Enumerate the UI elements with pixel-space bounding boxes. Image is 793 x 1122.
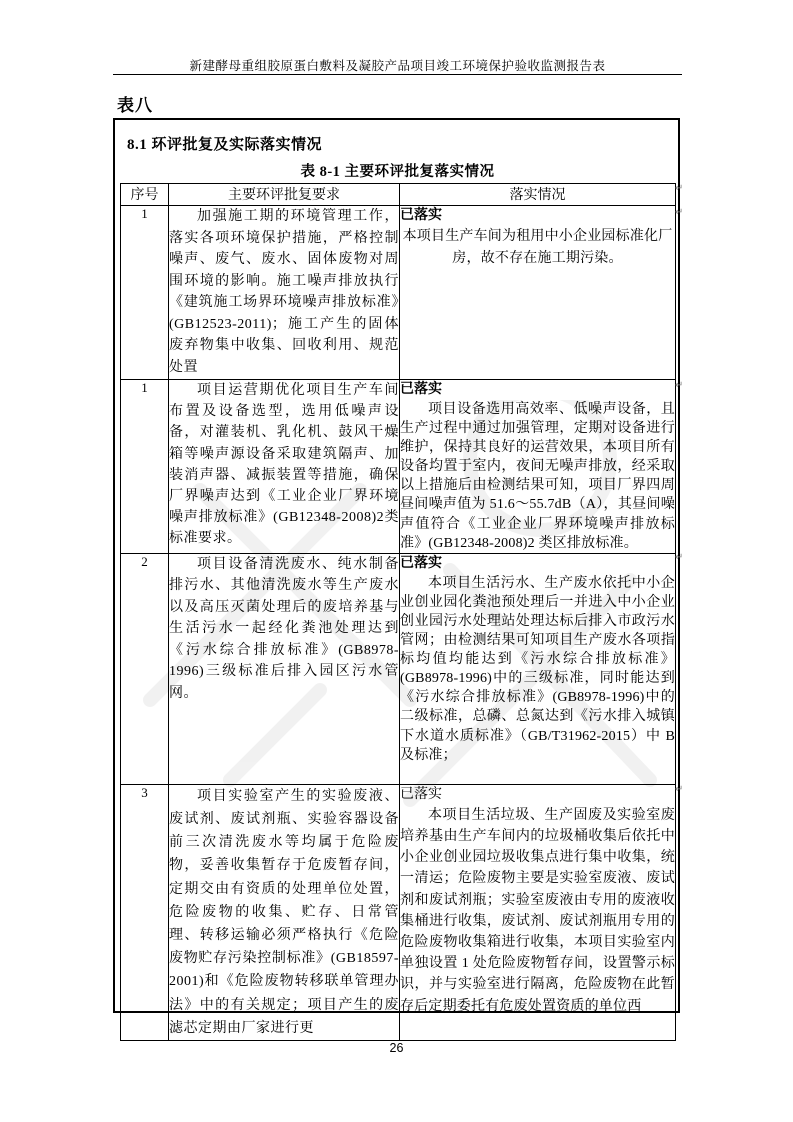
status-headline: 已落实	[400, 786, 442, 802]
status-cell	[400, 784, 676, 1040]
return-mark-icon: ↵	[675, 552, 684, 563]
table-header-row	[121, 184, 676, 206]
table-eight-label: 表八	[117, 96, 153, 115]
status-text: 项目设备选用高效率、低噪声设备，且生产过程中通过加强管理，定期对设备进行维护，保持其良好的运营效果，本项目所有设备均置于室内，夜间无噪声排放，经采取以上措施后由检测结果可知，项目厂界四周昼间噪声值为 51.6～55.7dB（A），其昼间噪声值符合《工业企业厂界环境噪声排放标准》(GB12348-2008)2 类区排放标准。	[400, 402, 675, 551]
status-cell	[400, 380, 676, 554]
status-cell	[400, 206, 676, 380]
requirement-cell	[169, 784, 400, 1040]
requirement-cell	[169, 206, 400, 380]
requirement-text: 项目设备清洗废水、纯水制备排污水、其他清洗废水等生产废水以及高压灭菌处理后的废培养基与生活污水一起经化粪池处理达到《污水综合排放标准》(GB8978-1996)三级标准后排入园区污水管网。	[169, 556, 399, 701]
column-header-no: 序号	[121, 184, 169, 206]
row-number-cell: 3	[121, 784, 169, 1040]
requirement-text: 项目运营期优化项目生产车间布置及设备选型，选用低噪声设备，对灌装机、乳化机、鼓风干燥箱等噪声源设备采取建筑隔声、加装消声器、减振装置等措施，确保厂界噪声达到《工业企业厂界环境噪声排放标准》(GB12348-2008)2类标准要求。	[169, 383, 399, 547]
status-text: 本项目生活垃圾、生产固废及实验室废培养基由生产车间内的垃圾桶收集后依托中小企业创业园垃圾收集点进行集中收集，统一清运；危险废物主要是实验室废液、废试剂和废试剂瓶；实验室废液由专用的废液收集桶进行收集，废试剂、废试剂瓶用专用的危险废物收集箱进行收集，本项目实验室内单独设置 1 处危险废物暂存间，设置警示标识，并与实验室进行隔离，危险废物在此暂存后定期委托有危废处置资质的单位西	[400, 807, 675, 1014]
return-mark-icon: ↵	[675, 207, 684, 218]
status-text: 本项目生活污水、生产废水依托中小企业创业园化粪池预处理后一并进入中小企业创业园污水处理站处理达标后排入市政污水管网；由检测结果可知项目生产废水各项指标均值均能达到《污水综合排放标准》(GB8978-1996)中的三级标准，同时能达到《污水综合排放标准》(GB8978-1996)中的二级标准，总磷、总氮达到《污水排入城镇下水道水质标准》（GB/T31962-2015）中 B 及标准；	[400, 575, 675, 763]
requirement-text: 项目实验室产生的实验废液、废试剂、废试剂瓶、实验容器设备前三次清洗废水等均属于危险废物，妥善收集暂存于危废暂存间，定期交由有资质的处理单位处置，危险废物的收集、贮存、日常管理、转移运输必须严格执行《危险废物贮存污染控制标准》(GB18597-2001)和《危险废物转移联单管理办法》中的有关规定；项目产生的废滤芯定期由厂家进行更	[169, 788, 399, 1036]
table-row	[121, 380, 676, 554]
requirement-cell	[169, 380, 400, 554]
row-number-cell: 2	[121, 553, 169, 784]
status-headline: 已落实	[400, 382, 442, 397]
table-row	[121, 206, 676, 380]
status-cell	[400, 553, 676, 784]
column-header-requirement: 主要环评批复要求	[169, 184, 400, 206]
table-row	[121, 553, 676, 784]
approval-table	[120, 183, 676, 1041]
status-text: 本项目生产车间为租用中小企业园标准化厂房，故不存在施工期污染。	[402, 229, 673, 266]
status-headline: 已落实	[400, 208, 442, 223]
section-title: 8.1 环评批复及实际落实情况	[127, 137, 323, 153]
column-header-status: 落实情况	[400, 184, 676, 206]
row-number-cell: 1	[121, 206, 169, 380]
return-mark-icon: ↵	[675, 784, 684, 795]
page-number: 26	[389, 1041, 404, 1055]
document-header-title: 新建酵母重组胶原蛋白敷料及凝胶产品项目竣工环境保护验收监测报告表	[189, 59, 606, 73]
row-number-cell: 1	[121, 380, 169, 554]
return-mark-icon: ↵	[675, 183, 684, 194]
table-row	[121, 784, 676, 1040]
header-divider	[113, 74, 682, 75]
return-mark-icon: ↵	[675, 380, 684, 391]
status-headline: 已落实	[400, 555, 442, 571]
requirement-cell	[169, 553, 400, 784]
table-caption: 表 8-1 主要环评批复落实情况	[300, 164, 495, 180]
requirement-text: 加强施工期的环境管理工作，落实各项环境保护措施，严格控制噪声、废气、废水、固体废物对周围环境的影响。施工噪声排放执行《建筑施工场界环境噪声排放标准》(GB12523-2011)；施工产生的固体废弃物集中收集、回收利用、规范处置	[169, 209, 399, 375]
